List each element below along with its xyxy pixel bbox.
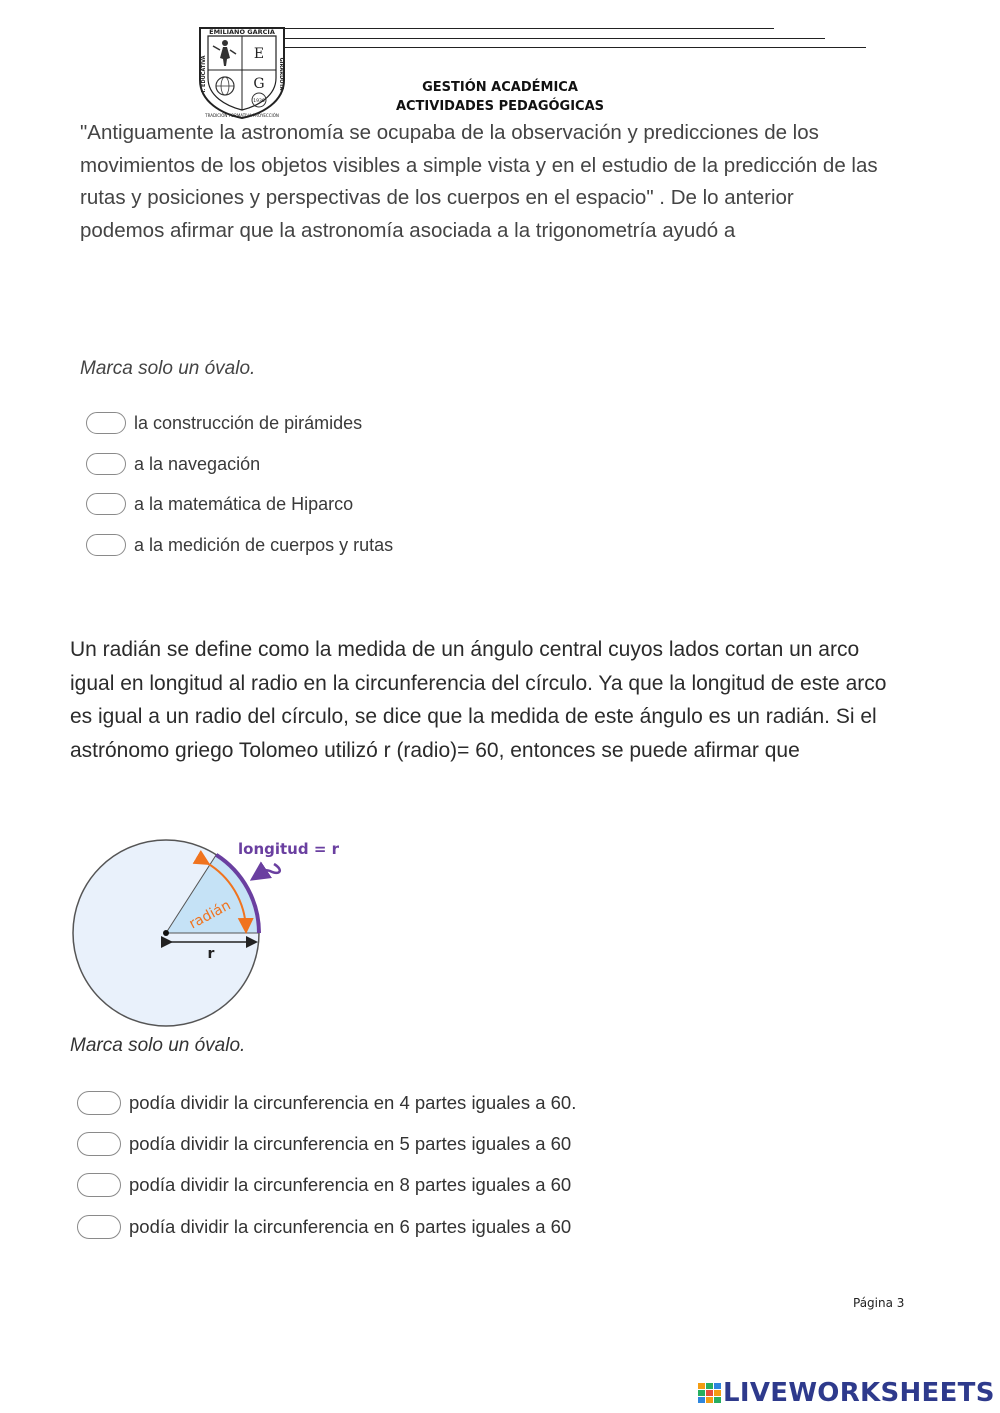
liveworksheets-logo-icon xyxy=(697,1382,723,1404)
arc-length-label: longitud = r xyxy=(238,840,340,858)
logo-initial-g: G xyxy=(253,76,265,92)
logo-bottom-text: TRADICIÓN FORMATIVA PROYECCIÓN xyxy=(205,113,279,118)
page-number: Página 3 xyxy=(853,1296,905,1310)
radian-diagram xyxy=(66,830,366,1030)
radio-oval[interactable] xyxy=(77,1173,121,1197)
header-rule-3 xyxy=(284,47,866,48)
option-label: la construcción de pirámides xyxy=(134,412,363,433)
logo-year: 1936 xyxy=(253,99,265,104)
question2-option-3[interactable] xyxy=(77,1173,571,1197)
question1-option-3[interactable] xyxy=(86,493,353,515)
option-label: a la matemática de Hiparco xyxy=(134,493,354,514)
question1-option-1[interactable] xyxy=(86,412,362,434)
footer-brand xyxy=(697,1378,995,1408)
radio-oval[interactable] xyxy=(77,1215,121,1239)
question1-option-2[interactable] xyxy=(86,453,260,475)
liveworksheets-brand-text: LIVEWORKSHEETS xyxy=(723,1378,995,1408)
header-title-line2: ACTIVIDADES PEDAGÓGICAS xyxy=(395,99,605,114)
logo-left-text: I. EDUCATIVA xyxy=(201,55,207,93)
radius-label: r xyxy=(207,946,215,962)
logo-initial-e: E xyxy=(253,46,265,62)
option-label: podía dividir la circunferencia en 4 partes iguales a 60. xyxy=(129,1092,577,1113)
question2-instruction: Marca solo un óvalo. xyxy=(70,1035,246,1056)
radio-oval[interactable] xyxy=(86,534,126,556)
radio-oval[interactable] xyxy=(86,453,126,475)
radio-oval[interactable] xyxy=(77,1132,121,1156)
question1-option-4[interactable] xyxy=(86,534,393,556)
radio-oval[interactable] xyxy=(86,412,126,434)
question1-instruction: Marca solo un óvalo. xyxy=(80,358,256,379)
question2-option-1[interactable] xyxy=(77,1091,576,1115)
logo-right-text: GIRARDOTA xyxy=(278,57,284,91)
header-rule-1 xyxy=(284,28,774,29)
header-rule-2 xyxy=(284,38,825,39)
school-logo xyxy=(196,24,288,120)
question2-option-4[interactable] xyxy=(77,1215,571,1239)
logo-top-text: EMILIANO GARCÍA xyxy=(209,28,275,36)
center-point xyxy=(163,930,169,936)
option-label: podía dividir la circunferencia en 5 partes iguales a 60 xyxy=(129,1133,572,1154)
header-title-line1: GESTIÓN ACADÉMICA xyxy=(422,80,578,95)
option-label: a la navegación xyxy=(134,453,261,474)
radian-label: radián xyxy=(186,897,234,933)
option-label: podía dividir la circunferencia en 6 partes iguales a 60 xyxy=(129,1216,572,1237)
option-label: podía dividir la circunferencia en 8 partes iguales a 60 xyxy=(129,1174,572,1195)
pointer-arrow xyxy=(254,864,280,878)
option-label: a la medición de cuerpos y rutas xyxy=(134,534,394,555)
header-title xyxy=(300,78,700,116)
radio-oval[interactable] xyxy=(86,493,126,515)
radio-oval[interactable] xyxy=(77,1091,121,1115)
question2-text: Un radián se define como la medida de un ángulo central cuyos lados cortan un arco igual en longitud al radio en la circunferencia del círculo. Ya que la longitud de este arco es igual a un radio del círculo, se dice que la medida de este ángulo es un radián. Si el astrónomo griego Tolomeo utilizó r (radio)= 60, entonces se puede afirmar que xyxy=(70,638,887,762)
question1-text: "Antiguamente la astronomía se ocupaba de la observación y predicciones de los movimientos de los objetos visibles a simple vista y en el estudio de la predicción de las rutas y posiciones y perspectivas de los cuerpos en el espacio" . De lo anterior podemos afirmar que la astronomía asociada a la trigonometría ayudó a xyxy=(80,121,878,242)
question2-option-2[interactable] xyxy=(77,1132,571,1156)
